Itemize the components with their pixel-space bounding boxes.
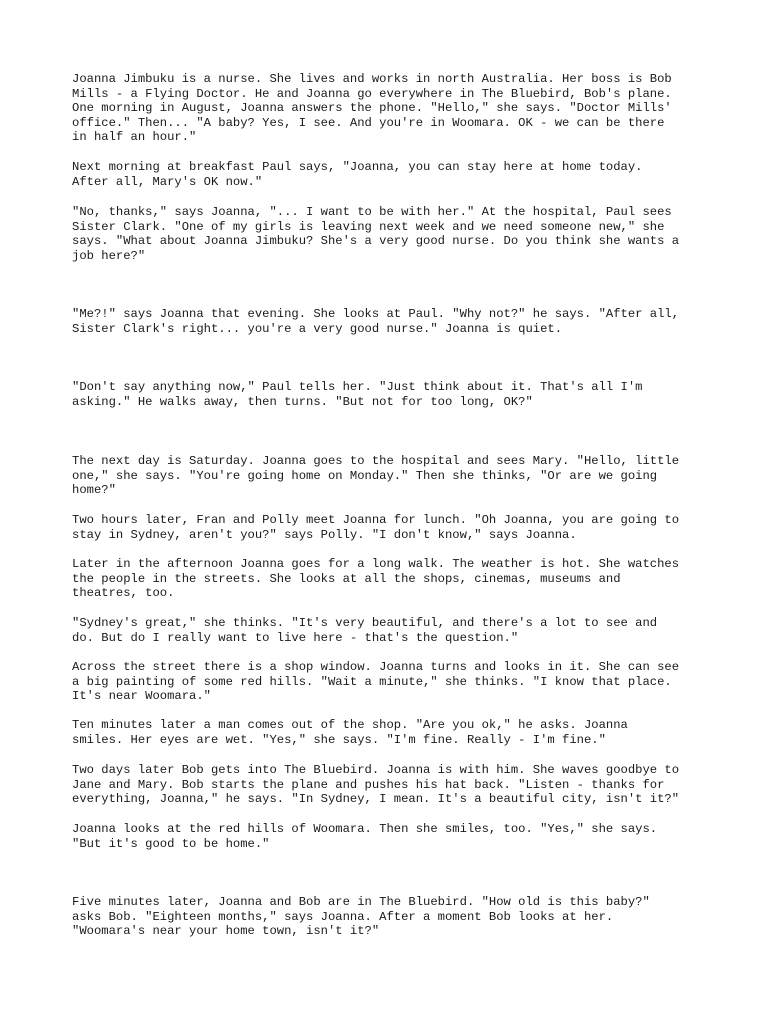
paragraph-11: Ten minutes later a man comes out of the shop. "Are you ok," he asks. Joanna smiles. Her eyes are wet. "Yes," she says. "I'm fine. Really - I'm fine." [72,718,628,747]
paragraph-8: Later in the afternoon Joanna goes for a long walk. The weather is hot. She watches the people in the streets. She looks at all the shops, cinemas, museums and theatres, too. [72,557,680,601]
paragraph-5: "Don't say anything now," Paul tells her. "Just think about it. That's all I'm asking." He walks away, then turns. "But not for too long, OK?" [72,380,643,409]
paragraph-14: Five minutes later, Joanna and Bob are in The Bluebird. "How old is this baby?" asks Bob. "Eighteen months," says Joanna. After a moment Bob looks at her. "Woomara's near your home town, isn't it?" [72,895,650,939]
paragraph-13: Joanna looks at the red hills of Woomara. Then she smiles, too. "Yes," she says. "But it's good to be home." [72,822,658,851]
paragraph-12: Two days later Bob gets into The Bluebird. Joanna is with him. She waves goodbye to Jane and Mary. Bob starts the plane and pushes his hat back. "Listen - thanks for everything, Joanna," he says. "In Sydney, I mean. It's a beautiful city, isn't it?" [72,763,680,807]
paragraph-7: Two hours later, Fran and Polly meet Joanna for lunch. "Oh Joanna, you are going to stay in Sydney, aren't you?" says Polly. "I don't know," says Joanna. [72,513,680,542]
paragraph-1: Joanna Jimbuku is a nurse. She lives and works in north Australia. Her boss is Bob Mills - a Flying Doctor. He and Joanna go everywhere in The Bluebird, Bob's plane. One morning in August, Joanna answers the phone. "Hello," she says. "Doctor Mills' office." Then... "A baby? Yes, I see. And you're in Woomara. OK - we can be there in half an hour." [72,72,672,145]
paragraph-6: The next day is Saturday. Joanna goes to the hospital and sees Mary. "Hello, little one," she says. "You're going home on Monday." Then she thinks, "Or are we going home?" [72,454,680,498]
paragraph-10: Across the street there is a shop window. Joanna turns and looks in it. She can see a big painting of some red hills. "Wait a minute," she thinks. "I know that place. It's near Woomara." [72,660,680,704]
paragraph-4: "Me?!" says Joanna that evening. She looks at Paul. "Why not?" he says. "After all, Sister Clark's right... you're a very good nurse." Joanna is quiet. [72,307,680,336]
paragraph-9: "Sydney's great," she thinks. "It's very beautiful, and there's a lot to see and do. But do I really want to live here - that's the question." [72,616,658,645]
paragraph-3: "No, thanks," says Joanna, "... I want to be with her." At the hospital, Paul sees Sister Clark. "One of my girls is leaving next week and we need someone new," she says. "What about Joanna Jimbuku? She's a very good nurse. Do you think she wants a job here?" [72,205,680,263]
paragraph-2: Next morning at breakfast Paul says, "Joanna, you can stay here at home today. After all, Mary's OK now." [72,160,643,189]
